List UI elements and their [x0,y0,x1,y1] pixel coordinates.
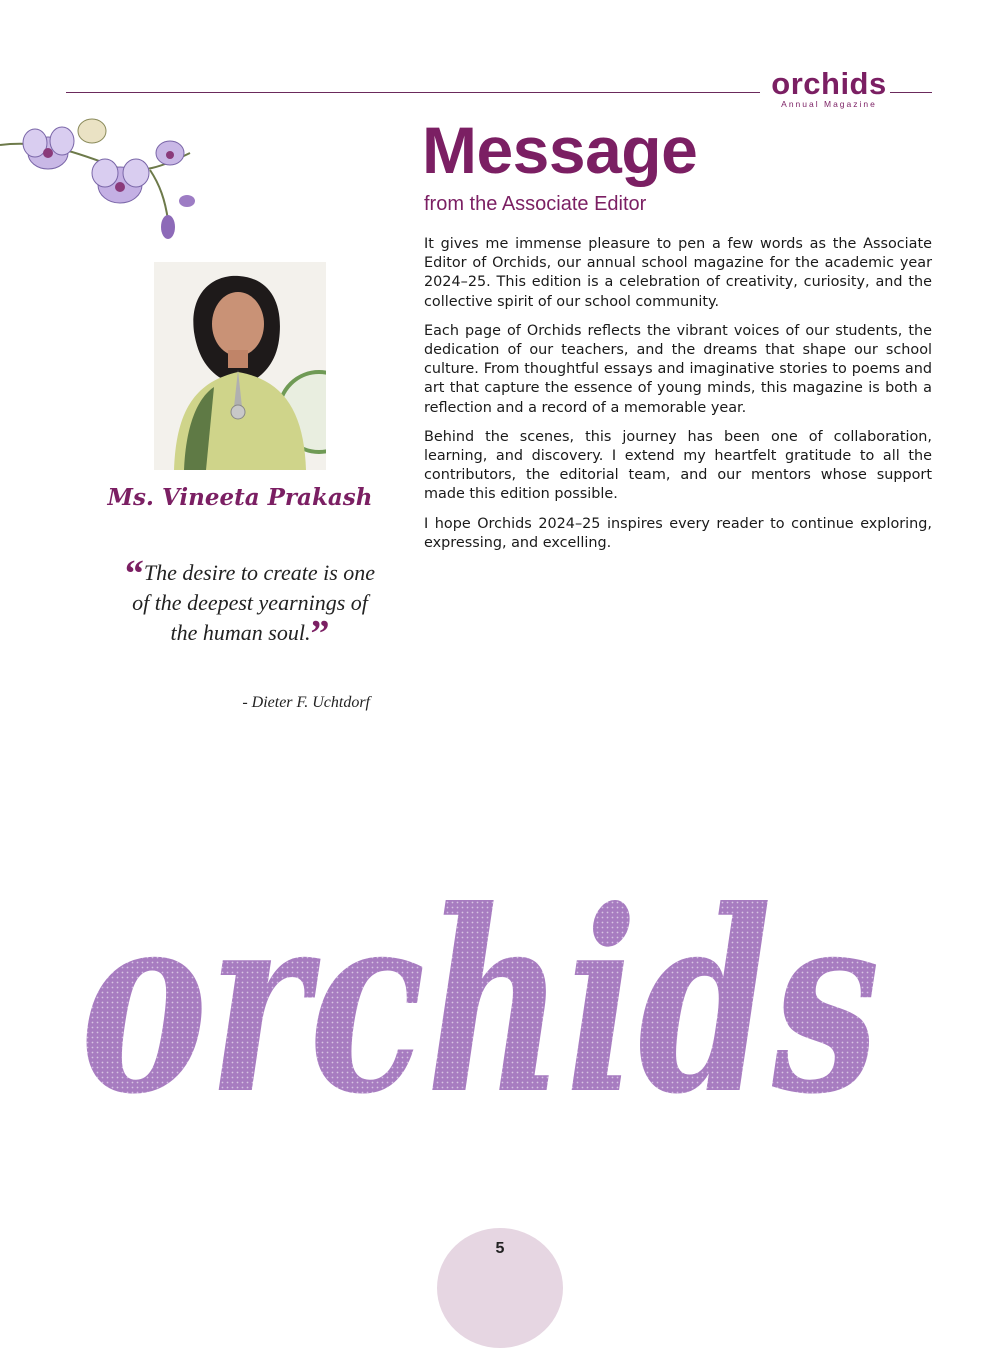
page-subtitle: from the Associate Editor [424,193,647,215]
masthead-logo: orchids [771,66,887,101]
big-word-text: orchids [80,855,880,1149]
quote-close-mark: ” [310,613,330,655]
quote-author: - Dieter F. Uchtdorf [242,694,370,711]
editor-portrait [154,262,326,470]
body-paragraph-4: I hope Orchids 2024–25 inspires every reader to continue exploring, expressing, and excelling. [424,515,932,551]
orchids-decorative-wordmark [70,780,890,1180]
quote-open-mark: “ [124,553,144,595]
editor-portrait-illustration [154,262,326,470]
page-number: 5 [495,1240,505,1257]
message-body [424,235,932,563]
orchid-flowers-illustration [0,105,210,250]
header-rule-left [66,92,760,93]
masthead-subtitle: Annual Magazine [781,99,877,109]
editor-name: Ms. Vineeta Prakash [107,484,373,511]
body-paragraph-3: Behind the scenes, this journey has been one of collaboration, learning, and discovery. I extend my heartfelt gratitude to all the contributors, the editorial team, and our mentors whose support made this edition possible. [424,428,932,503]
header-rule-right [890,92,932,93]
page-title: Message [422,113,698,187]
body-paragraph-1: It gives me immense pleasure to pen a few words as the Associate Editor of Orchids, our annual school magazine for the academic year 2024–25. This edition is a celebration of creativity, curiosity, and the collective spirit of our school community. [424,236,932,310]
masthead [770,68,888,109]
quote-block [120,553,380,655]
body-paragraph-2: Each page of Orchids reflects the vibrant voices of our students, the dedication of our teachers, and the dreams that shape our school culture. From thoughtful essays and imaginative stories to poems and art that capture the essence of young minds, this magazine is both a reflection and a record of a memorable year. [424,322,932,416]
quote-text: The desire to create is one of the deepest yearnings of the human soul. [132,560,376,645]
